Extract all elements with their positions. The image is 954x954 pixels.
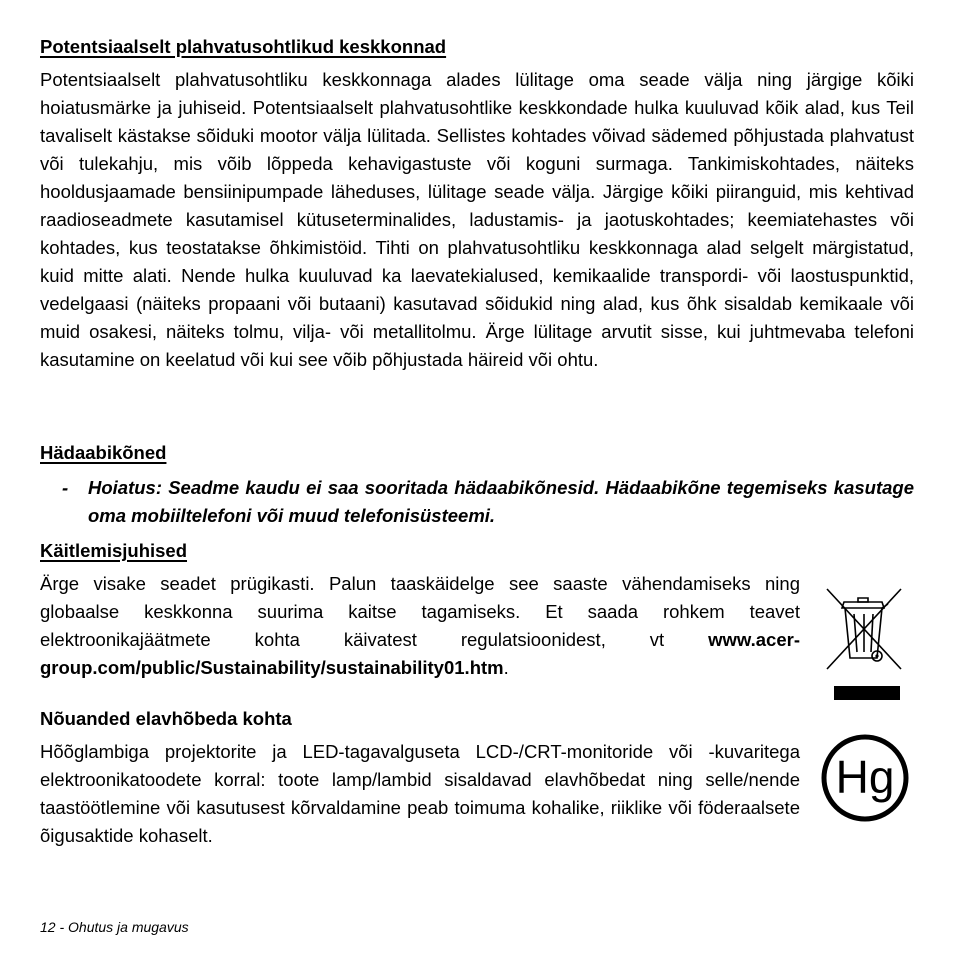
heading-disposal: Käitlemisjuhised — [40, 540, 188, 561]
heading-mercury: Nõuanded elavhõbeda kohta — [40, 708, 292, 729]
heading-explosive-environments: Potentsiaalselt plahvatusohtlikud keskkonnad — [40, 36, 447, 57]
page-footer: 12 - Ohutus ja mugavus — [40, 919, 189, 935]
mercury-hg-icon — [820, 733, 910, 823]
disposal-url[interactable]: www.acer-group.com/public/Sustainability/sustainability01.htm — [40, 629, 800, 678]
mercury-symbol-text: Hg — [835, 751, 895, 803]
disposal-url-suffix: . — [503, 657, 509, 678]
emergency-warning — [62, 474, 914, 530]
disposal-body: Ärge visake seadet prügikasti. Palun taaskäidelge see saaste vähendamiseks ning globaalse keskkonna suurima kaitse tagamiseks. Et saada rohkem teavet elektroonikajäätmete kohta käivatest regulatsioonidest, vt — [40, 573, 800, 650]
paragraph-disposal — [40, 570, 800, 682]
warning-text: Hoiatus: Seadme kaudu ei saa sooritada hädaabikõnesid. Hädaabikõne tegemiseks kasutage oma mobiiltelefoni või muud telefonisüsteemi. — [88, 477, 914, 526]
crossed-out-wheelie-bin-icon — [822, 586, 906, 704]
heading-emergency-calls: Hädaabikõned — [40, 442, 167, 463]
paragraph-mercury: Hõõglambiga projektorite ja LED-tagavalguseta LCD-/CRT-monitoride või -kuvaritega elektroonikatoodete korral: toote lamp/lambid sisaldavad elavhõbedat ning selle/nende taastöötlemine või kasutusest kõrvaldamine peab toimuma kohalike, riiklike või föderaalsete õigusaktide kohaselt. — [40, 741, 800, 846]
warning-dash: - — [62, 477, 69, 498]
paragraph-explosive-environments: Potentsiaalselt plahvatusohtliku keskkonnaga alades lülitage oma seade välja ning järgige kõiki hoiatusmärke ja juhiseid. Potentsiaalselt plahvatusohtlike keskkondade hulka kuuluvad kõik alad, kus Teil tavaliselt kästakse sõiduki mootor välja lülitada. Sellistes kohtades võivad sädemed põhjustada plahvatust või tulekahju, mis võib lõppeda kehavigastuste või koguni surmaga. Tankimiskohtades, näiteks hooldusjaamade bensiinipumpade läheduses, lülitage seade välja. Järgige kõiki piiranguid, mis kehtivad raadioseadmete kasutamisel kütuseterminalides, ladustamis- ja jaotuskohtades; keemiatehastes või kohtades, kus teostatakse õhkimistöid. Tihti on plahvatusohtliku keskkonnaga alad selgelt märgistatud, kuid mitte alati. Nende hulka kuuluvad ka laevatekialused, kemikaalide transpordi- või laostuspunktid, vedelgaasi (näiteks propaani või butaani) kasutavad sõidukid ning alad, kus õhk sisaldab kemikaale või muid osakesi, näiteks tolmu, vilja- või metallitolmu. Ärge lülitage arvutit sisse, kui juhtmevaba telefoni kasutamine on keelatud või kui see võib põhjustada häireid või ohtu. — [40, 69, 914, 370]
